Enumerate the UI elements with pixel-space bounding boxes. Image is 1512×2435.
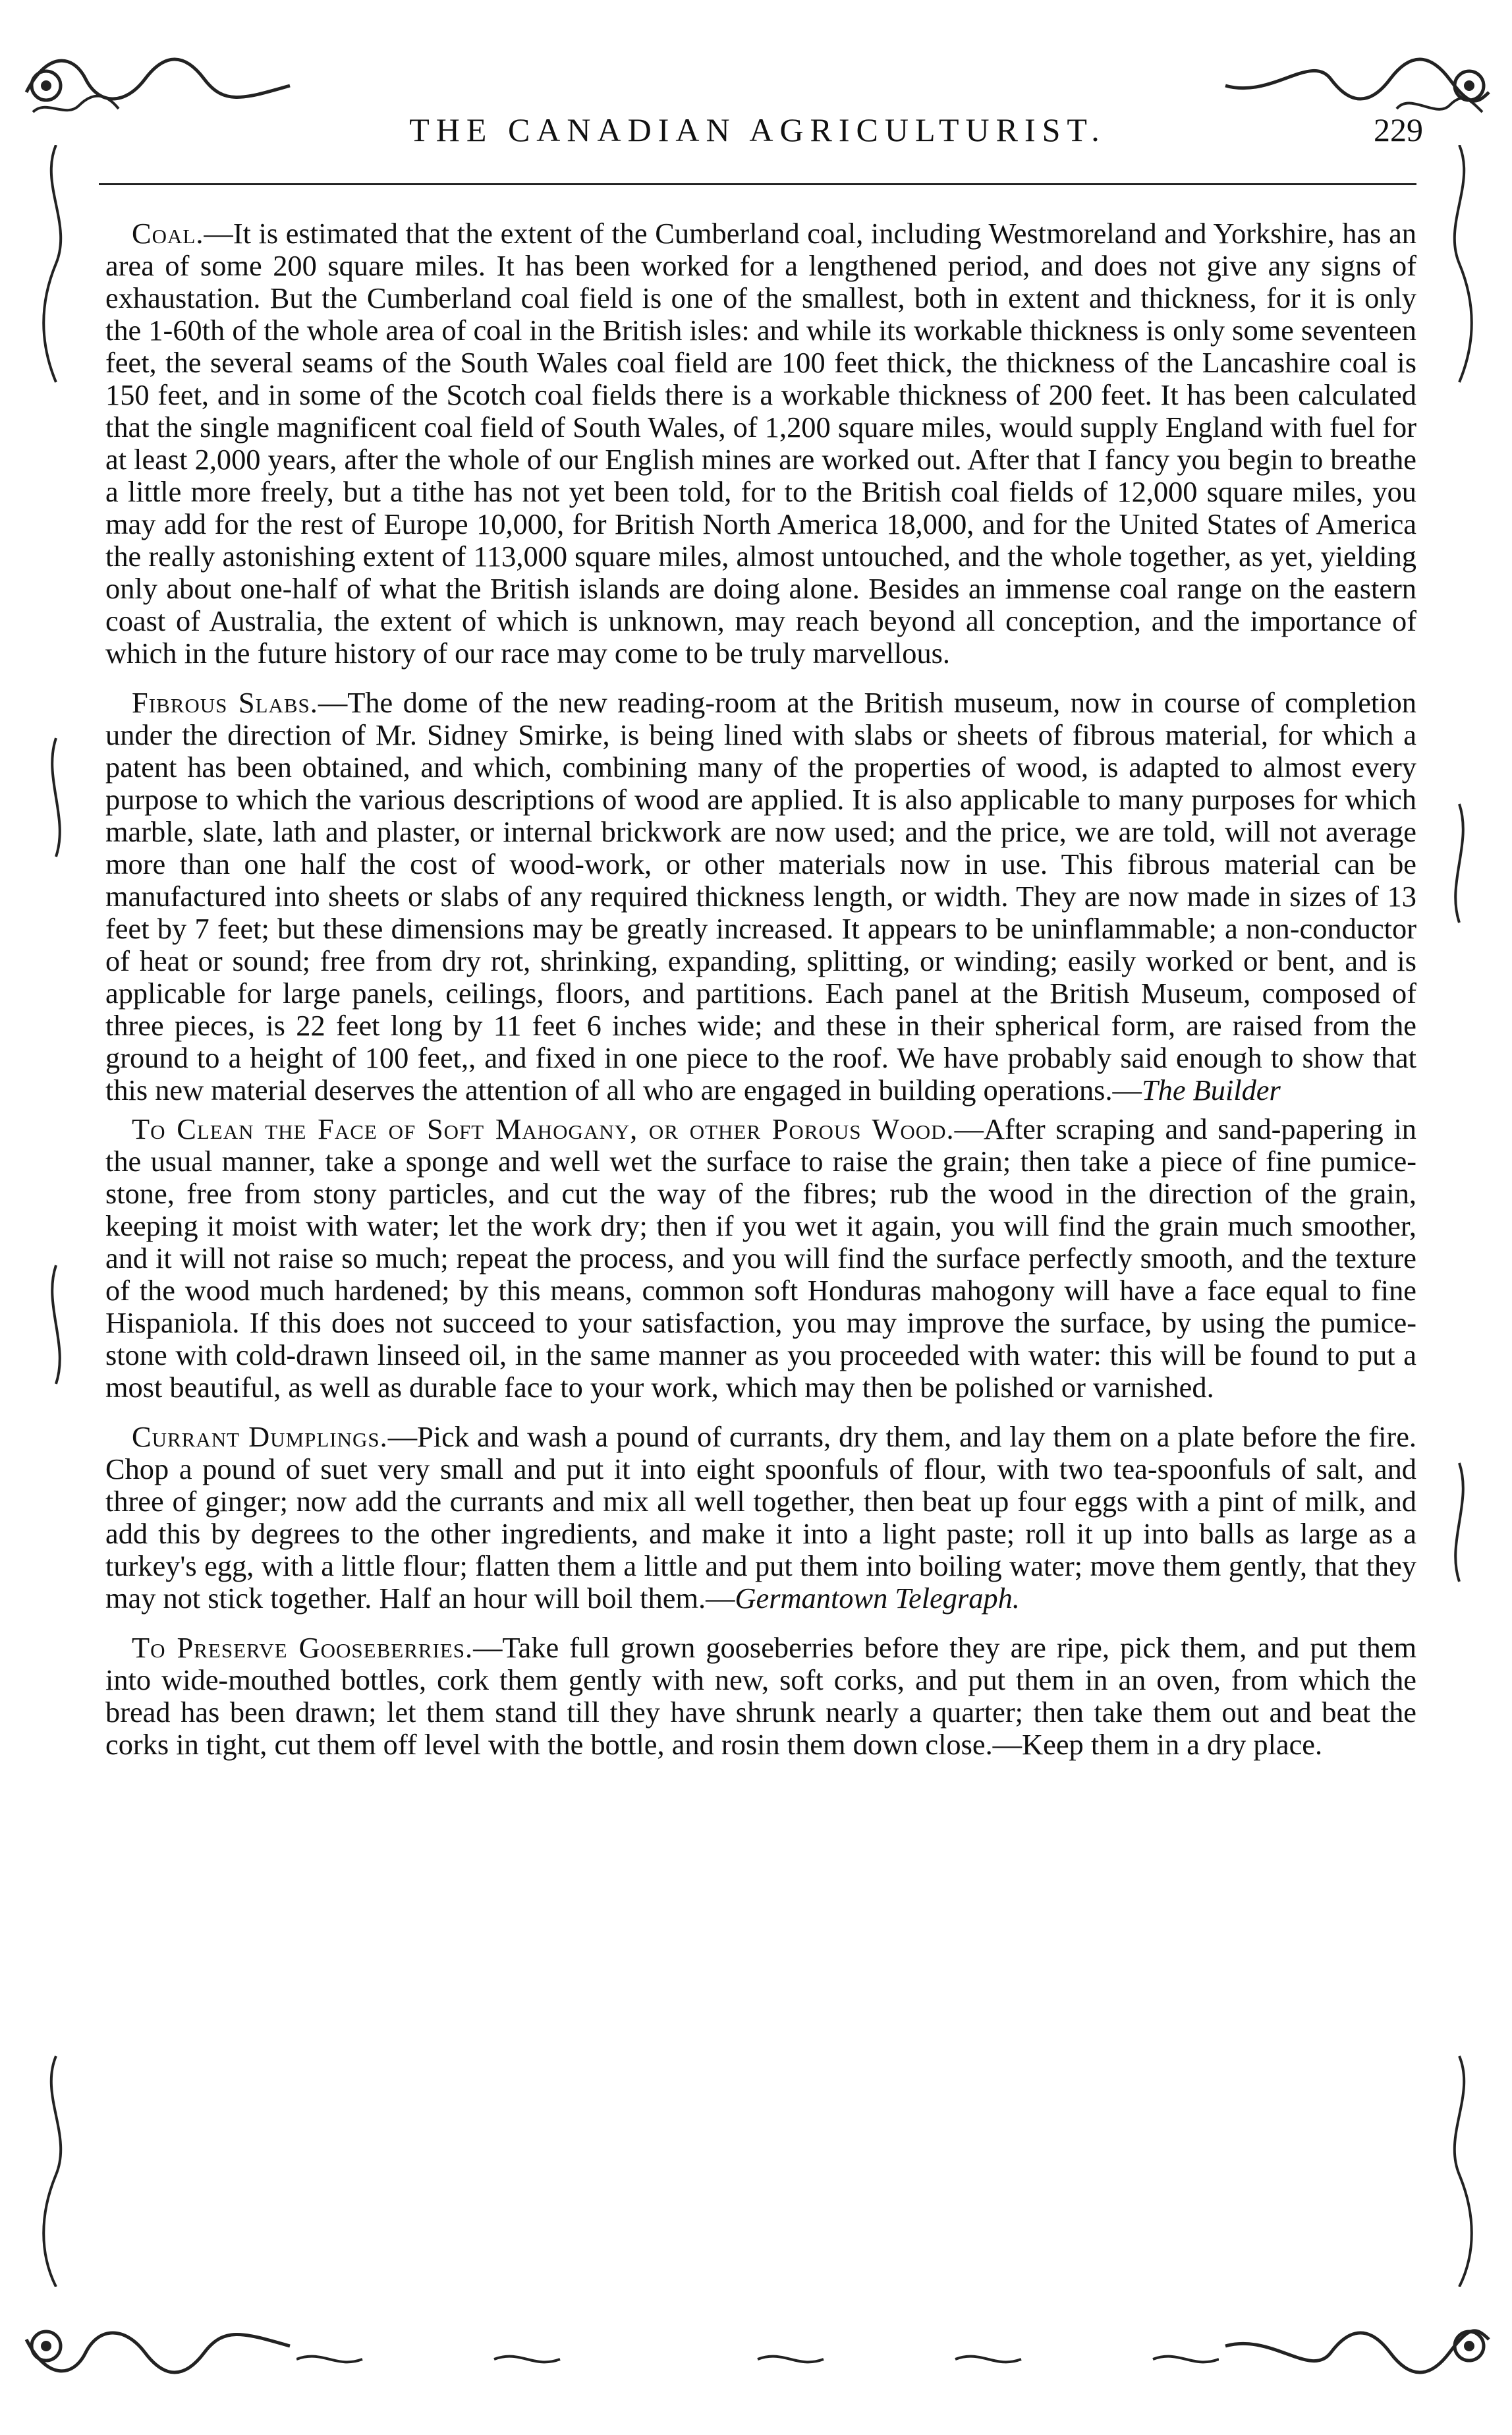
article-text: —The dome of the new reading-room at the British museum, now in course of completion under the direction of Mr. Sidney Smirke, is being lined with slabs or sheets of fibrous material, for which a patent has been obtained, and which, combining many of the properties of wood, is adapted to almost every purpose to which the various descriptions of wood are applied. It is also applicable to many purposes for which marble, slate, lath and plaster, or internal brickwork are now used; and the price, we are told, will not average more than one half the cost of wood-work, or other materials now in use. This fibrous material can be manufactured into sheets or slabs of any required thickness length, or width. They are now made in sizes of 13 feet by 7 feet; but these dimensions may be greatly increased. It appears to be uninflammable; a non-conductor of heat or sound; free from dry rot, shrinking, expanding, splitting, or winding; easily worked or bent, and is applicable for large panels, ceilings, floors, and partitions. Each panel at the British Museum, composed of three pieces, is 22 feet long by 11 feet 6 inches wide; and these in their spherical form, are raised from the ground to a height of 100 feet,, and fixed in one piece to the roof. We have probably said enough to show that this new material deserves the attention of all who are engaged in building operations.— [105, 686, 1416, 1106]
bottom-left-ornament [20, 2287, 296, 2405]
header-rule [99, 183, 1416, 185]
article-heading: Coal. [132, 217, 204, 250]
article-heading: To Clean the Face of Soft Mahogany, or other Porous Wood. [132, 1112, 955, 1145]
article-column [105, 217, 1416, 1778]
journal-title: THE CANADIAN AGRICULTURIST. [409, 111, 1106, 148]
article-source: Germantown Telegraph. [735, 1582, 1020, 1615]
left-border-flourish [26, 145, 86, 2287]
article-preserve-gooseberries [105, 1632, 1416, 1761]
bottom-border-flourish [296, 2346, 1219, 2372]
article-coal [105, 217, 1416, 670]
article-currant-dumplings [105, 1421, 1416, 1615]
article-text: —After scraping and sand-papering in the usual manner, take a sponge and well wet the surface to raise the grain; then take a piece of fine pumice-stone, free from stony particles, and cut the way of the fibres; rub the wood in the direction of the grain, keeping it moist with water; let the work dry; then if you wet it again, you will find the grain much smoother, and it will not raise so much; repeat the process, and you will find the surface perfectly smooth, and the texture of the wood much hardened; by this means, common soft Honduras mahogony will have a face equal to fine Hispaniola. If this does not succeed to your satisfaction, you may improve the surface, by using the pumice-stone with cold-drawn linseed oil, in the same manner as you proceeded with water: this will be found to put a most beautiful, as well as durable face to your work, which may then be polished or varnished. [105, 1112, 1416, 1404]
article-clean-mahogany [105, 1113, 1416, 1404]
article-text: —Take full grown gooseberries before they are ripe, pick them, and put them into wide-mouthed bottles, cork them gently with new, soft corks, and put them in an oven, from which the bread has been drawn; let them stand till they have shrunk nearly a quarter; then take them out and beat the corks in tight, cut them off level with the bottle, and rosin them down close.—Keep them in a dry place. [105, 1631, 1416, 1761]
article-heading: Currant Dumplings. [132, 1420, 388, 1453]
running-header [86, 111, 1430, 157]
bottom-right-ornament [1219, 2287, 1496, 2405]
article-source: The Builder [1141, 1074, 1281, 1106]
article-heading: Fibrous Slabs. [132, 686, 318, 719]
article-heading: To Preserve Gooseberries. [132, 1631, 474, 1664]
article-text: —Pick and wash a pound of currants, dry them, and lay them on a plate before the fire. Chop a pound of suet very small and put it into eight spoonfuls of flour, with two tea-spoonfuls of salt, and three of ginger; now add the currants and mix all well together, then beat up four eggs with a pint of milk, and add this by degrees to the other ingredients, and make it into a light paste; roll it up into balls as large as a turkey's egg, with a little flour; flatten them a little and put them into boiling water; move them gently, that they may not stick together. Half an hour will boil them.— [105, 1420, 1416, 1615]
article-text: —It is estimated that the extent of the Cumberland coal, including Westmoreland and Yorkshire, has an area of some 200 square miles. It has been worked for a lengthened period, and does not give any signs of exhaustation. But the Cumberland coal field is one of the smallest, both in extent and thickness, for it is only the 1-60th of the whole area of coal in the British isles: and while its workable thickness is only some seventeen feet, the several seams of the South Wales coal field are 100 feet thick, the thickness of the Lancashire coal is 150 feet, and in some of the Scotch coal fields there is a workable thickness of 200 feet. It has been calculated that the single magnificent coal field of South Wales, of 1,200 square miles, would supply England with fuel for at least 2,000 years, after the whole of our English mines are worked out. After that I fancy you begin to breathe a little more freely, but a tithe has not yet been told, for to the British coal fields of 12,000 square miles, you may add for the rest of Europe 10,000, for British North America 18,000, and for the United States of America the really astonishing extent of 113,000 square miles, almost untouched, and the whole together, as yet, yielding only about one-half of what the British islands are doing alone. Besides an immense coal range on the eastern coast of Australia, the extent of which is unknown, may reach beyond all conception, and the importance of which in the future history of our race may come to be truly marvellous. [105, 217, 1416, 670]
right-border-flourish [1430, 145, 1489, 2287]
page-number: 229 [1374, 111, 1423, 148]
article-fibrous-slabs [105, 687, 1416, 1106]
